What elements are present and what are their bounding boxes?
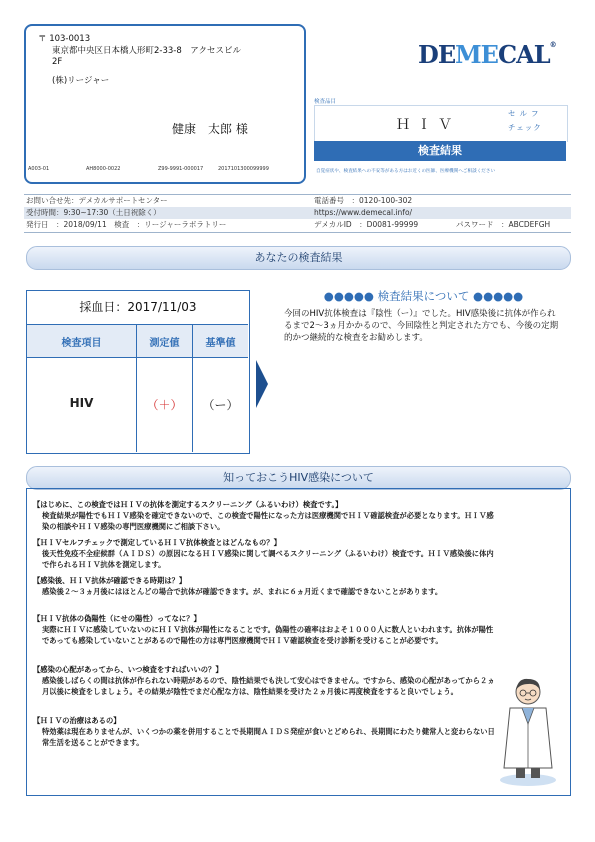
demecal-id: デメカルID ：D0081-99999 <box>314 220 419 229</box>
consultation-note: 自覚症状や、検査結果への不安等がある方はお近くの医師、医療機関へご相談ください <box>316 169 496 174</box>
test-item-subtitle: チェック <box>508 123 542 132</box>
info-text: 実際にＨＩＶに感染していないのにＨＩＶ抗体が陽性になることです。偽陽性の確率はおよそ１０００人に数人といわれます。抗体が陽性であっても感染していないことがあるので陽性の方は専門医療機関でＨＩＶ確認検査を受け診断を受けることが必要です。 <box>42 625 494 645</box>
test-item-label: 検査品目 <box>314 99 337 105</box>
inquiry-label: お問い合せ先：デメカルサポートセンター <box>26 196 168 205</box>
contact-row <box>24 207 571 219</box>
postal-code: 〒 103-0013 <box>38 34 91 44</box>
results-banner: あなたの検査結果 <box>26 246 571 270</box>
info-text: 感染後しばらくの間は抗体が作られない時期があるので、陰性結果でも決して安心はできません。ですから、感染の心配があってから２ヵ月以後に検査をしましょう。その結果が陰性でまだ心配な方は、陰性結果を受けた２ヵ月後に再度検査をすると良いでしょう。 <box>42 676 495 696</box>
cell-measured-value: （＋） <box>146 398 183 412</box>
info-heading: 【ＨＩＶの治療はあるの】 <box>33 716 121 725</box>
website-url[interactable]: https://www.demecal.info/ <box>314 208 413 217</box>
id-code: AH8000-0022 <box>86 166 121 172</box>
demecal-logo: DEMECAL® <box>418 40 556 69</box>
cell-reference-value: （ー） <box>202 398 239 412</box>
info-heading: 【感染後、ＨＩＶ抗体が確認できる時期は？】 <box>33 576 187 585</box>
header-test-item: 検査項目 <box>61 338 102 349</box>
contact-row <box>24 219 571 231</box>
divider <box>24 232 571 233</box>
test-item-name: ＨＩＶ <box>396 117 459 133</box>
phone-number: 電話番号 ：0120-100-302 <box>314 196 413 205</box>
reception-hours: 受付時間：9:30~17:30（土日祝除く） <box>26 208 161 217</box>
knowledge-banner: 知っておこうHIV感染について <box>26 466 571 490</box>
address-line-2: 2F <box>52 57 63 67</box>
id-code: 2017101300099999 <box>218 166 269 172</box>
recipient-name: 健康 太郎 様 <box>172 122 248 136</box>
info-text: 検査結果が陽性でもＨＩＶ感染を確定できないので、この検査で陽性になった方は医療機関でＨＩＶ確認検査が必要となります。ＨＩＶ感染の相談やＨＩＶ感染の専門医療機関にご相談下さい。 <box>42 511 494 531</box>
header-reference-value: 基準値 <box>205 338 236 349</box>
info-text: 後天性免疫不全症候群（ＡＩＤＳ）の原因になるＨＩＶ感染に関して調べるスクリーニング（ふるいわけ）検査です。ＨＩＶ感染後に体内で作られるＨＩＶ抗体を測定します。 <box>42 549 494 569</box>
info-heading: 【ＨＩＶ抗体の偽陽性（にせの陽性）ってなに？】 <box>33 614 201 623</box>
id-code: Z99-9991-000017 <box>158 166 204 172</box>
company-name: (株)リージャー <box>52 76 110 86</box>
password: パスワード ：ABCDEFGH <box>456 220 551 229</box>
contact-row <box>24 195 571 207</box>
info-heading: 【感染の心配があってから、いつ検査をすればいいの？】 <box>33 665 223 674</box>
about-results-heading: ●●●●● 検査結果について ●●●●● <box>323 289 524 303</box>
blood-sampling-date: 採血日：2017/11/03 <box>79 300 197 314</box>
info-heading: 【はじめに、この検査ではＨＩＶの抗体を測定するスクリーニング（ふるいわけ）検査です。】 <box>33 500 343 509</box>
address-card <box>24 24 306 184</box>
info-heading: 【ＨＩＶセルフチェックで測定しているＨＩＶ抗体検査とはどんなもの？】 <box>33 538 281 547</box>
about-results-text: 今回のHIV抗体検査は『陰性（ー）』でした。HIV感染後に抗体が作られるまで2～3ヵ月かかるので、今回陰性と判定された方でも、今後の定期的かつ継続的な検査をお勧めします。 <box>284 309 559 343</box>
cell-test-item: HIV <box>69 396 94 410</box>
address-line-1: 東京都中央区日本橋人形町2-33-8 アクセスビル <box>52 46 242 56</box>
header-measured-value: 測定値 <box>149 338 180 349</box>
info-text: 特効薬は現在ありませんが、いくつかの薬を併用することで長期間ＡＩＤＳ発症が食いとどめられ、長期間にわたり健常人と変わらない日常生活を送ることができます。 <box>42 727 495 747</box>
doctor-illustration <box>496 668 560 788</box>
result-title-bar: 検査結果 <box>314 141 566 161</box>
issue-info: 発行日 ：2018/09/11 検査 ：リージャーラボラトリー <box>26 220 227 229</box>
id-code: A003-01 <box>28 166 50 172</box>
info-text: 感染後２～３ヵ月後にはほとんどの場合で抗体が確認できます。が、まれに６ヵ月近くまで確認できないことがあります。 <box>42 587 443 596</box>
arrow-icon <box>256 360 268 408</box>
test-item-subtitle: セルフ <box>508 109 543 118</box>
